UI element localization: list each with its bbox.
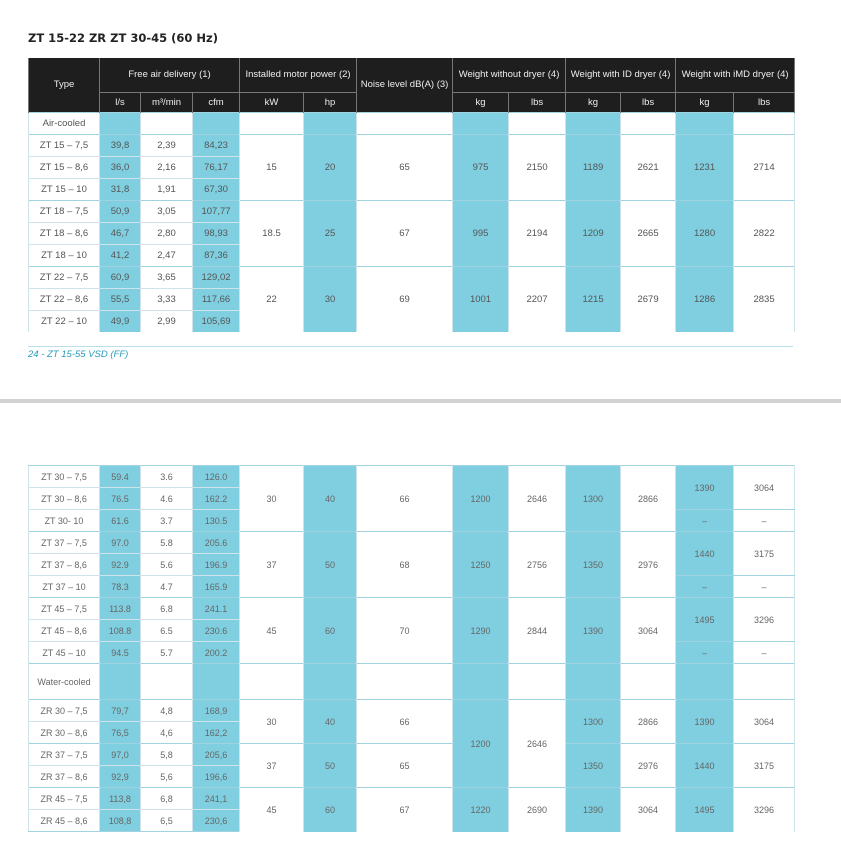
cell-m3min: 2,39 (141, 134, 193, 156)
cell-type: ZT 18 – 8,6 (29, 222, 100, 244)
header-free-air: Free air delivery (1) (100, 58, 240, 92)
cell-m3min: 4,8 (141, 700, 193, 722)
cell-hp: 60 (304, 788, 357, 832)
cell-m3min: 5.7 (141, 642, 193, 664)
cell-hp: 40 (304, 700, 357, 744)
cell-cfm: 87,36 (193, 244, 240, 266)
cell-m3min: 3.6 (141, 466, 193, 488)
cell-type: ZT 15 – 10 (29, 178, 100, 200)
cell-m3min: 3,33 (141, 288, 193, 310)
cell-type: ZR 37 – 8,6 (29, 766, 100, 788)
cell-type: ZR 37 – 7,5 (29, 744, 100, 766)
cell-kw: 18.5 (240, 200, 304, 266)
cell-kg-id: 1209 (566, 200, 621, 266)
cell-cfm: 168,9 (193, 700, 240, 722)
cell-kg-no-dryer: 975 (453, 134, 509, 200)
cell-kw: 45 (240, 788, 304, 832)
cell-kg-imd: – (676, 642, 734, 664)
cell-type: ZT 45 – 7,5 (29, 598, 100, 620)
cell-lbs-id: 2976 (621, 532, 676, 598)
cell-type: ZR 30 – 8,6 (29, 722, 100, 744)
cell-kg-id: 1350 (566, 532, 621, 598)
page-title: ZT 15-22 ZR ZT 30-45 (60 Hz) (28, 31, 218, 45)
cell-kg-imd: 1440 (676, 744, 734, 788)
section-label: Water-cooled (29, 664, 100, 700)
cell-lbs-no-dryer: 2194 (509, 200, 566, 266)
cell-ls: 92.9 (100, 554, 141, 576)
cell-lbs-id: 2679 (621, 266, 676, 332)
cell-hp: 60 (304, 598, 357, 664)
cell-lbs-no-dryer: 2207 (509, 266, 566, 332)
cell-cfm: 205.6 (193, 532, 240, 554)
cell-noise: 66 (357, 466, 453, 532)
table-row (29, 598, 795, 620)
cell-kg-no-dryer: 1001 (453, 266, 509, 332)
cell-type: ZR 45 – 8,6 (29, 810, 100, 832)
section-row (29, 112, 795, 134)
cell-ls: 113.8 (100, 598, 141, 620)
cell-ls: 36,0 (100, 156, 141, 178)
cell-kg-imd: 1495 (676, 788, 734, 832)
header-hp: hp (304, 92, 357, 112)
cell-noise: 67 (357, 788, 453, 832)
cell-kw: 22 (240, 266, 304, 332)
header-lbs: lbs (734, 92, 795, 112)
cell-type: ZT 18 – 10 (29, 244, 100, 266)
header-lbs: lbs (621, 92, 676, 112)
header-weight-id-dryer: Weight with ID dryer (4) (566, 58, 676, 92)
cell-type: ZT 22 – 8,6 (29, 288, 100, 310)
cell-lbs-imd: 3064 (734, 466, 795, 510)
cell-type: ZT 37 – 7,5 (29, 532, 100, 554)
cell-kg-imd: – (676, 510, 734, 532)
cell-noise: 66 (357, 700, 453, 744)
cell-m3min: 5.8 (141, 532, 193, 554)
cell-type: ZT 45 – 10 (29, 642, 100, 664)
cell-type: ZT 37 – 8,6 (29, 554, 100, 576)
cell-kg-id: 1189 (566, 134, 621, 200)
cell-ls: 39,8 (100, 134, 141, 156)
cell-m3min: 2,99 (141, 310, 193, 332)
cell-m3min: 2,47 (141, 244, 193, 266)
section-label: Air-cooled (29, 112, 100, 134)
cell-kw: 30 (240, 466, 304, 532)
cell-kw: 30 (240, 700, 304, 744)
table-row (29, 788, 795, 810)
cell-ls: 55,5 (100, 288, 141, 310)
cell-ls: 61.6 (100, 510, 141, 532)
cell-kw: 45 (240, 598, 304, 664)
cell-cfm: 76,17 (193, 156, 240, 178)
cell-kg-no-dryer: 1290 (453, 598, 509, 664)
cell-m3min: 2,80 (141, 222, 193, 244)
cell-ls: 46,7 (100, 222, 141, 244)
cell-cfm: 196,6 (193, 766, 240, 788)
cell-m3min: 3.7 (141, 510, 193, 532)
header-noise: Noise level dB(A) (3) (357, 58, 453, 112)
cell-cfm: 162,2 (193, 722, 240, 744)
cell-noise: 67 (357, 200, 453, 266)
cell-m3min: 2,16 (141, 156, 193, 178)
cell-ls: 59.4 (100, 466, 141, 488)
cell-cfm: 130.5 (193, 510, 240, 532)
cell-cfm: 107,77 (193, 200, 240, 222)
cell-type: ZT 30- 10 (29, 510, 100, 532)
cell-lbs-no-dryer: 2690 (509, 788, 566, 832)
cell-lbs-id: 2621 (621, 134, 676, 200)
cell-type: ZT 15 – 8,6 (29, 156, 100, 178)
cell-lbs-imd: 3175 (734, 532, 795, 576)
cell-noise: 68 (357, 532, 453, 598)
cell-kg-imd: – (676, 576, 734, 598)
header-lbs: lbs (509, 92, 566, 112)
cell-type: ZT 37 – 10 (29, 576, 100, 598)
header-type: Type (29, 58, 100, 112)
cell-ls: 94.5 (100, 642, 141, 664)
table-row (29, 200, 795, 222)
cell-hp: 50 (304, 532, 357, 598)
cell-lbs-no-dryer: 2756 (509, 532, 566, 598)
header-kg: kg (566, 92, 621, 112)
cell-type: ZT 45 – 8,6 (29, 620, 100, 642)
cell-lbs-imd: 3296 (734, 598, 795, 642)
cell-m3min: 3,65 (141, 266, 193, 288)
cell-kw: 15 (240, 134, 304, 200)
cell-type: ZT 22 – 10 (29, 310, 100, 332)
cell-kg-id: 1300 (566, 466, 621, 532)
cell-hp: 25 (304, 200, 357, 266)
cell-lbs-id: 3064 (621, 598, 676, 664)
cell-lbs-imd: 2714 (734, 134, 795, 200)
cell-kg-id: 1215 (566, 266, 621, 332)
cell-ls: 97,0 (100, 744, 141, 766)
cell-ls: 108.8 (100, 620, 141, 642)
cell-lbs-imd: – (734, 576, 795, 598)
cell-kg-imd: 1280 (676, 200, 734, 266)
footer-text: 24 - ZT 15-55 VSD (FF) (28, 349, 129, 360)
cell-ls: 97.0 (100, 532, 141, 554)
cell-noise: 65 (357, 134, 453, 200)
cell-hp: 30 (304, 266, 357, 332)
cell-m3min: 3,05 (141, 200, 193, 222)
cell-kg-id: 1390 (566, 598, 621, 664)
table-row (29, 134, 795, 156)
cell-lbs-no-dryer: 2150 (509, 134, 566, 200)
cell-lbs-imd: – (734, 510, 795, 532)
cell-ls: 50,9 (100, 200, 141, 222)
cell-cfm: 129,02 (193, 266, 240, 288)
cell-kg-imd: 1495 (676, 598, 734, 642)
cell-cfm: 241.1 (193, 598, 240, 620)
table-row (29, 266, 795, 288)
cell-cfm: 205,6 (193, 744, 240, 766)
cell-lbs-imd: 2822 (734, 200, 795, 266)
header-m3min: m³/min (141, 92, 193, 112)
cell-ls: 79,7 (100, 700, 141, 722)
cell-kg-id: 1350 (566, 744, 621, 788)
cell-noise: 70 (357, 598, 453, 664)
spec-table-zt15-22 (28, 58, 795, 332)
cell-kg-no-dryer: 1200 (453, 700, 509, 788)
cell-kg-no-dryer: 1200 (453, 466, 509, 532)
cell-noise: 69 (357, 266, 453, 332)
cell-cfm: 117,66 (193, 288, 240, 310)
cell-kg-id: 1390 (566, 788, 621, 832)
cell-lbs-no-dryer: 2844 (509, 598, 566, 664)
cell-lbs-imd: 3064 (734, 700, 795, 744)
header-kg: kg (453, 92, 509, 112)
cell-hp: 20 (304, 134, 357, 200)
cell-ls: 49,9 (100, 310, 141, 332)
cell-ls: 41,2 (100, 244, 141, 266)
cell-ls: 78.3 (100, 576, 141, 598)
cell-m3min: 6,8 (141, 788, 193, 810)
cell-lbs-id: 2665 (621, 200, 676, 266)
cell-type: ZT 18 – 7,5 (29, 200, 100, 222)
cell-ls: 60,9 (100, 266, 141, 288)
page-footer (28, 346, 793, 360)
cell-kg-no-dryer: 1220 (453, 788, 509, 832)
cell-cfm: 162.2 (193, 488, 240, 510)
cell-cfm: 105,69 (193, 310, 240, 332)
cell-lbs-imd: – (734, 642, 795, 664)
cell-hp: 40 (304, 466, 357, 532)
cell-lbs-id: 2976 (621, 744, 676, 788)
header-ls: l/s (100, 92, 141, 112)
table-row (29, 466, 795, 488)
cell-cfm: 98,93 (193, 222, 240, 244)
cell-kg-no-dryer: 1250 (453, 532, 509, 598)
cell-kg-imd: 1231 (676, 134, 734, 200)
table-row (29, 700, 795, 722)
cell-cfm: 200.2 (193, 642, 240, 664)
cell-noise: 65 (357, 744, 453, 788)
cell-type: ZR 45 – 7,5 (29, 788, 100, 810)
cell-ls: 113,8 (100, 788, 141, 810)
cell-lbs-no-dryer: 2646 (509, 700, 566, 788)
cell-m3min: 4.6 (141, 488, 193, 510)
cell-lbs-id: 3064 (621, 788, 676, 832)
header-kg: kg (676, 92, 734, 112)
cell-kg-imd: 1440 (676, 532, 734, 576)
cell-m3min: 5,6 (141, 766, 193, 788)
cell-ls: 92,9 (100, 766, 141, 788)
cell-type: ZT 22 – 7,5 (29, 266, 100, 288)
header-motor-power: Installed motor power (2) (240, 58, 357, 92)
cell-m3min: 4.7 (141, 576, 193, 598)
header-weight-no-dryer: Weight without dryer (4) (453, 58, 566, 92)
cell-lbs-imd: 3296 (734, 788, 795, 832)
cell-ls: 76.5 (100, 488, 141, 510)
cell-m3min: 4,6 (141, 722, 193, 744)
cell-m3min: 6.5 (141, 620, 193, 642)
cell-m3min: 5.6 (141, 554, 193, 576)
cell-ls: 76,5 (100, 722, 141, 744)
cell-lbs-imd: 2835 (734, 266, 795, 332)
cell-m3min: 6.8 (141, 598, 193, 620)
cell-ls: 31,8 (100, 178, 141, 200)
cell-cfm: 241,1 (193, 788, 240, 810)
cell-cfm: 126.0 (193, 466, 240, 488)
cell-m3min: 6,5 (141, 810, 193, 832)
cell-type: ZT 15 – 7,5 (29, 134, 100, 156)
cell-cfm: 230.6 (193, 620, 240, 642)
cell-m3min: 1,91 (141, 178, 193, 200)
table-row (29, 532, 795, 554)
table-row (29, 744, 795, 766)
cell-kg-imd: 1390 (676, 466, 734, 510)
cell-kw: 37 (240, 744, 304, 788)
cell-hp: 50 (304, 744, 357, 788)
cell-kg-no-dryer: 995 (453, 200, 509, 266)
header-weight-imd-dryer: Weight with iMD dryer (4) (676, 58, 795, 92)
cell-m3min: 5,8 (141, 744, 193, 766)
spec-table-zt-zr-30-45 (28, 465, 795, 832)
cell-cfm: 230,6 (193, 810, 240, 832)
cell-cfm: 84,23 (193, 134, 240, 156)
cell-cfm: 196.9 (193, 554, 240, 576)
cell-cfm: 165.9 (193, 576, 240, 598)
cell-lbs-id: 2866 (621, 700, 676, 744)
cell-type: ZR 30 – 7,5 (29, 700, 100, 722)
header-cfm: cfm (193, 92, 240, 112)
cell-lbs-id: 2866 (621, 466, 676, 532)
header-kw: kW (240, 92, 304, 112)
cell-ls: 108,8 (100, 810, 141, 832)
cell-cfm: 67,30 (193, 178, 240, 200)
cell-type: ZT 30 – 7,5 (29, 466, 100, 488)
page-divider (0, 399, 841, 403)
cell-type: ZT 30 – 8,6 (29, 488, 100, 510)
cell-lbs-imd: 3175 (734, 744, 795, 788)
cell-lbs-no-dryer: 2646 (509, 466, 566, 532)
cell-kg-imd: 1390 (676, 700, 734, 744)
cell-kg-id: 1300 (566, 700, 621, 744)
cell-kw: 37 (240, 532, 304, 598)
cell-kg-imd: 1286 (676, 266, 734, 332)
section-row (29, 664, 795, 700)
